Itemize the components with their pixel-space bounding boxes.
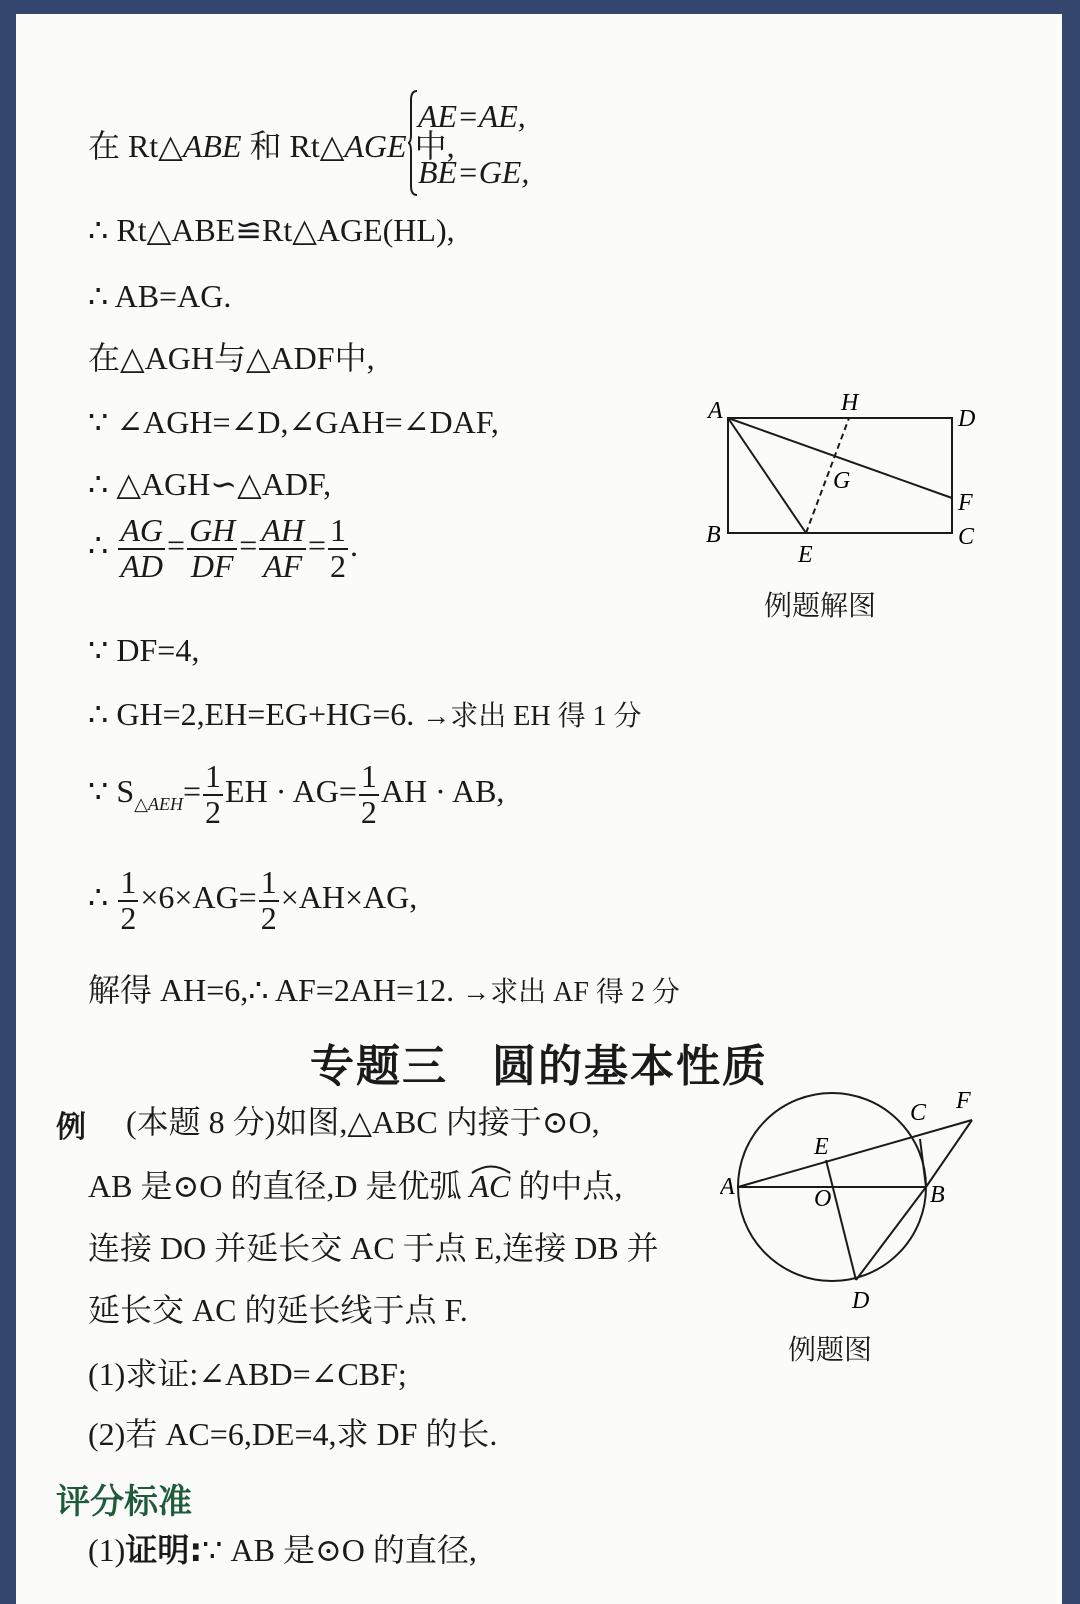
line-10 <box>88 760 504 829</box>
label-c: C <box>910 1100 927 1126</box>
denominator: DF <box>190 547 234 584</box>
denominator: 2 <box>120 899 137 936</box>
numerator: AG <box>120 512 164 548</box>
text: AH · AB, <box>380 772 505 809</box>
example-line-1: (本题 8 分)如图,△ABC 内接于⊙O, <box>126 1104 600 1140</box>
fraction <box>118 514 165 583</box>
label-a: A <box>720 1174 735 1200</box>
text: AGE <box>344 128 407 164</box>
numerator: AH <box>261 512 304 548</box>
line-9 <box>88 694 642 737</box>
text: 在 Rt△ <box>88 128 183 164</box>
text: (1) <box>88 1532 126 1568</box>
line-2: ∴ Rt△ABE≌Rt△AGE(HL), <box>88 212 455 248</box>
arc-notation <box>470 1166 511 1206</box>
numerator: GH <box>189 512 236 548</box>
proof-line <box>88 1530 477 1570</box>
text: ×AH×AG, <box>280 878 418 915</box>
equation-system <box>418 88 529 200</box>
line-7: ∴ $\frac{AG}{AD}$ = $\frac{GH}{DF}$ = $\frac{AH}{AF}$ = $\frac{1}{2}$ . <box>88 512 359 584</box>
text: ABE <box>182 128 242 164</box>
proof-label: 证明: <box>125 1531 203 1569</box>
grading-heading: 评分标准 <box>56 1482 192 1522</box>
text: 中, <box>406 128 455 164</box>
text: ×6×AG= <box>140 878 257 915</box>
segment-ae <box>728 418 806 533</box>
example-line-3: 连接 DO 并延长交 AC 于点 E,连接 DB 并 <box>88 1230 659 1266</box>
section-name: 圆的基本性质 <box>492 1041 768 1092</box>
line-1 <box>88 126 455 166</box>
fraction <box>259 866 279 935</box>
page <box>16 14 1062 1604</box>
line-8: ∵ DF=4, <box>88 632 200 668</box>
label-c: C <box>958 524 975 550</box>
text: ∵ AB 是⊙O 的直径, <box>202 1532 477 1568</box>
example-line-2 <box>88 1166 622 1206</box>
label-f: F <box>958 490 973 516</box>
equation: AE=AE, <box>418 98 526 134</box>
label-d: D <box>852 1288 870 1314</box>
fraction <box>359 760 379 829</box>
arc-icon <box>470 1162 512 1174</box>
fraction <box>187 514 237 583</box>
therefore-symbol: ∴ <box>88 878 109 915</box>
line-5: ∵ ∠AGH=∠D,∠GAH=∠DAF, <box>88 404 499 440</box>
line-11 <box>88 866 417 935</box>
fraction <box>118 866 138 935</box>
segment-bc <box>920 1139 926 1187</box>
score-note: →求出 EH 得 1 分 <box>422 701 642 732</box>
denominator: AF <box>263 547 303 584</box>
equation: BE=GE, <box>418 154 530 190</box>
figure-caption: 例题图 <box>788 1333 873 1366</box>
numerator: 1 <box>360 758 377 794</box>
numerator: 1 <box>330 512 347 548</box>
label-h: H <box>841 392 859 416</box>
line-4: 在△AGH与△ADF中, <box>88 340 375 376</box>
figure-caption: 例题解图 <box>764 589 877 622</box>
label-b: B <box>930 1182 945 1208</box>
line-3: ∴ AB=AG. <box>88 278 232 314</box>
text: = <box>183 772 202 809</box>
text: 解得 AH=6,∴ AF=2AH=12. <box>88 972 455 1008</box>
label-a: A <box>708 398 723 424</box>
brace-icon <box>408 90 418 196</box>
subscript: △AEH <box>134 793 183 814</box>
denominator: 2 <box>330 547 347 584</box>
label-d: D <box>958 406 976 432</box>
label-f: F <box>956 1088 971 1114</box>
text: AB 是⊙O 的直径,D 是优弧 <box>88 1168 462 1204</box>
fraction <box>328 514 348 583</box>
denominator: 2 <box>205 793 222 830</box>
label-e: E <box>814 1134 829 1160</box>
text: EH · AG= <box>225 772 357 809</box>
segment-ed <box>826 1160 856 1280</box>
example-label: 例 <box>56 1110 86 1145</box>
question-1: (1)求证:∠ABD=∠CBF; <box>88 1356 407 1392</box>
therefore-symbol: ∴ <box>88 526 109 563</box>
numerator: 1 <box>120 864 137 900</box>
label-g: G <box>833 468 851 494</box>
score-note: →求出 AF 得 2 分 <box>462 977 680 1008</box>
rectangle-figure <box>696 392 1016 572</box>
text: 的中点, <box>518 1168 623 1204</box>
label-o: O <box>814 1186 832 1212</box>
denominator: AD <box>120 547 164 584</box>
line-6: ∴ △AGH∽△ADF, <box>88 466 332 502</box>
text: ∵ S <box>88 772 135 809</box>
text: ∴ GH=2,EH=EG+HG=6. <box>88 696 415 732</box>
text: 和 Rt△ <box>241 128 345 164</box>
circle-figure <box>720 1084 1010 1314</box>
fraction <box>259 514 306 583</box>
label-e: E <box>798 542 813 568</box>
line-acf <box>738 1120 972 1187</box>
example-line-4: 延长交 AC 的延长线于点 F. <box>88 1292 468 1328</box>
segment-bf <box>926 1120 972 1187</box>
arc-text: AC <box>469 1168 511 1204</box>
line-12 <box>88 970 680 1013</box>
fraction <box>203 760 223 829</box>
numerator: 1 <box>260 864 277 900</box>
segment-bd <box>856 1187 926 1280</box>
label-b: B <box>706 522 721 548</box>
numerator: 1 <box>205 758 222 794</box>
denominator: 2 <box>360 793 377 830</box>
section-number: 专题三 <box>310 1041 448 1092</box>
denominator: 2 <box>260 899 277 936</box>
question-2: (2)若 AC=6,DE=4,求 DF 的长. <box>88 1416 498 1452</box>
